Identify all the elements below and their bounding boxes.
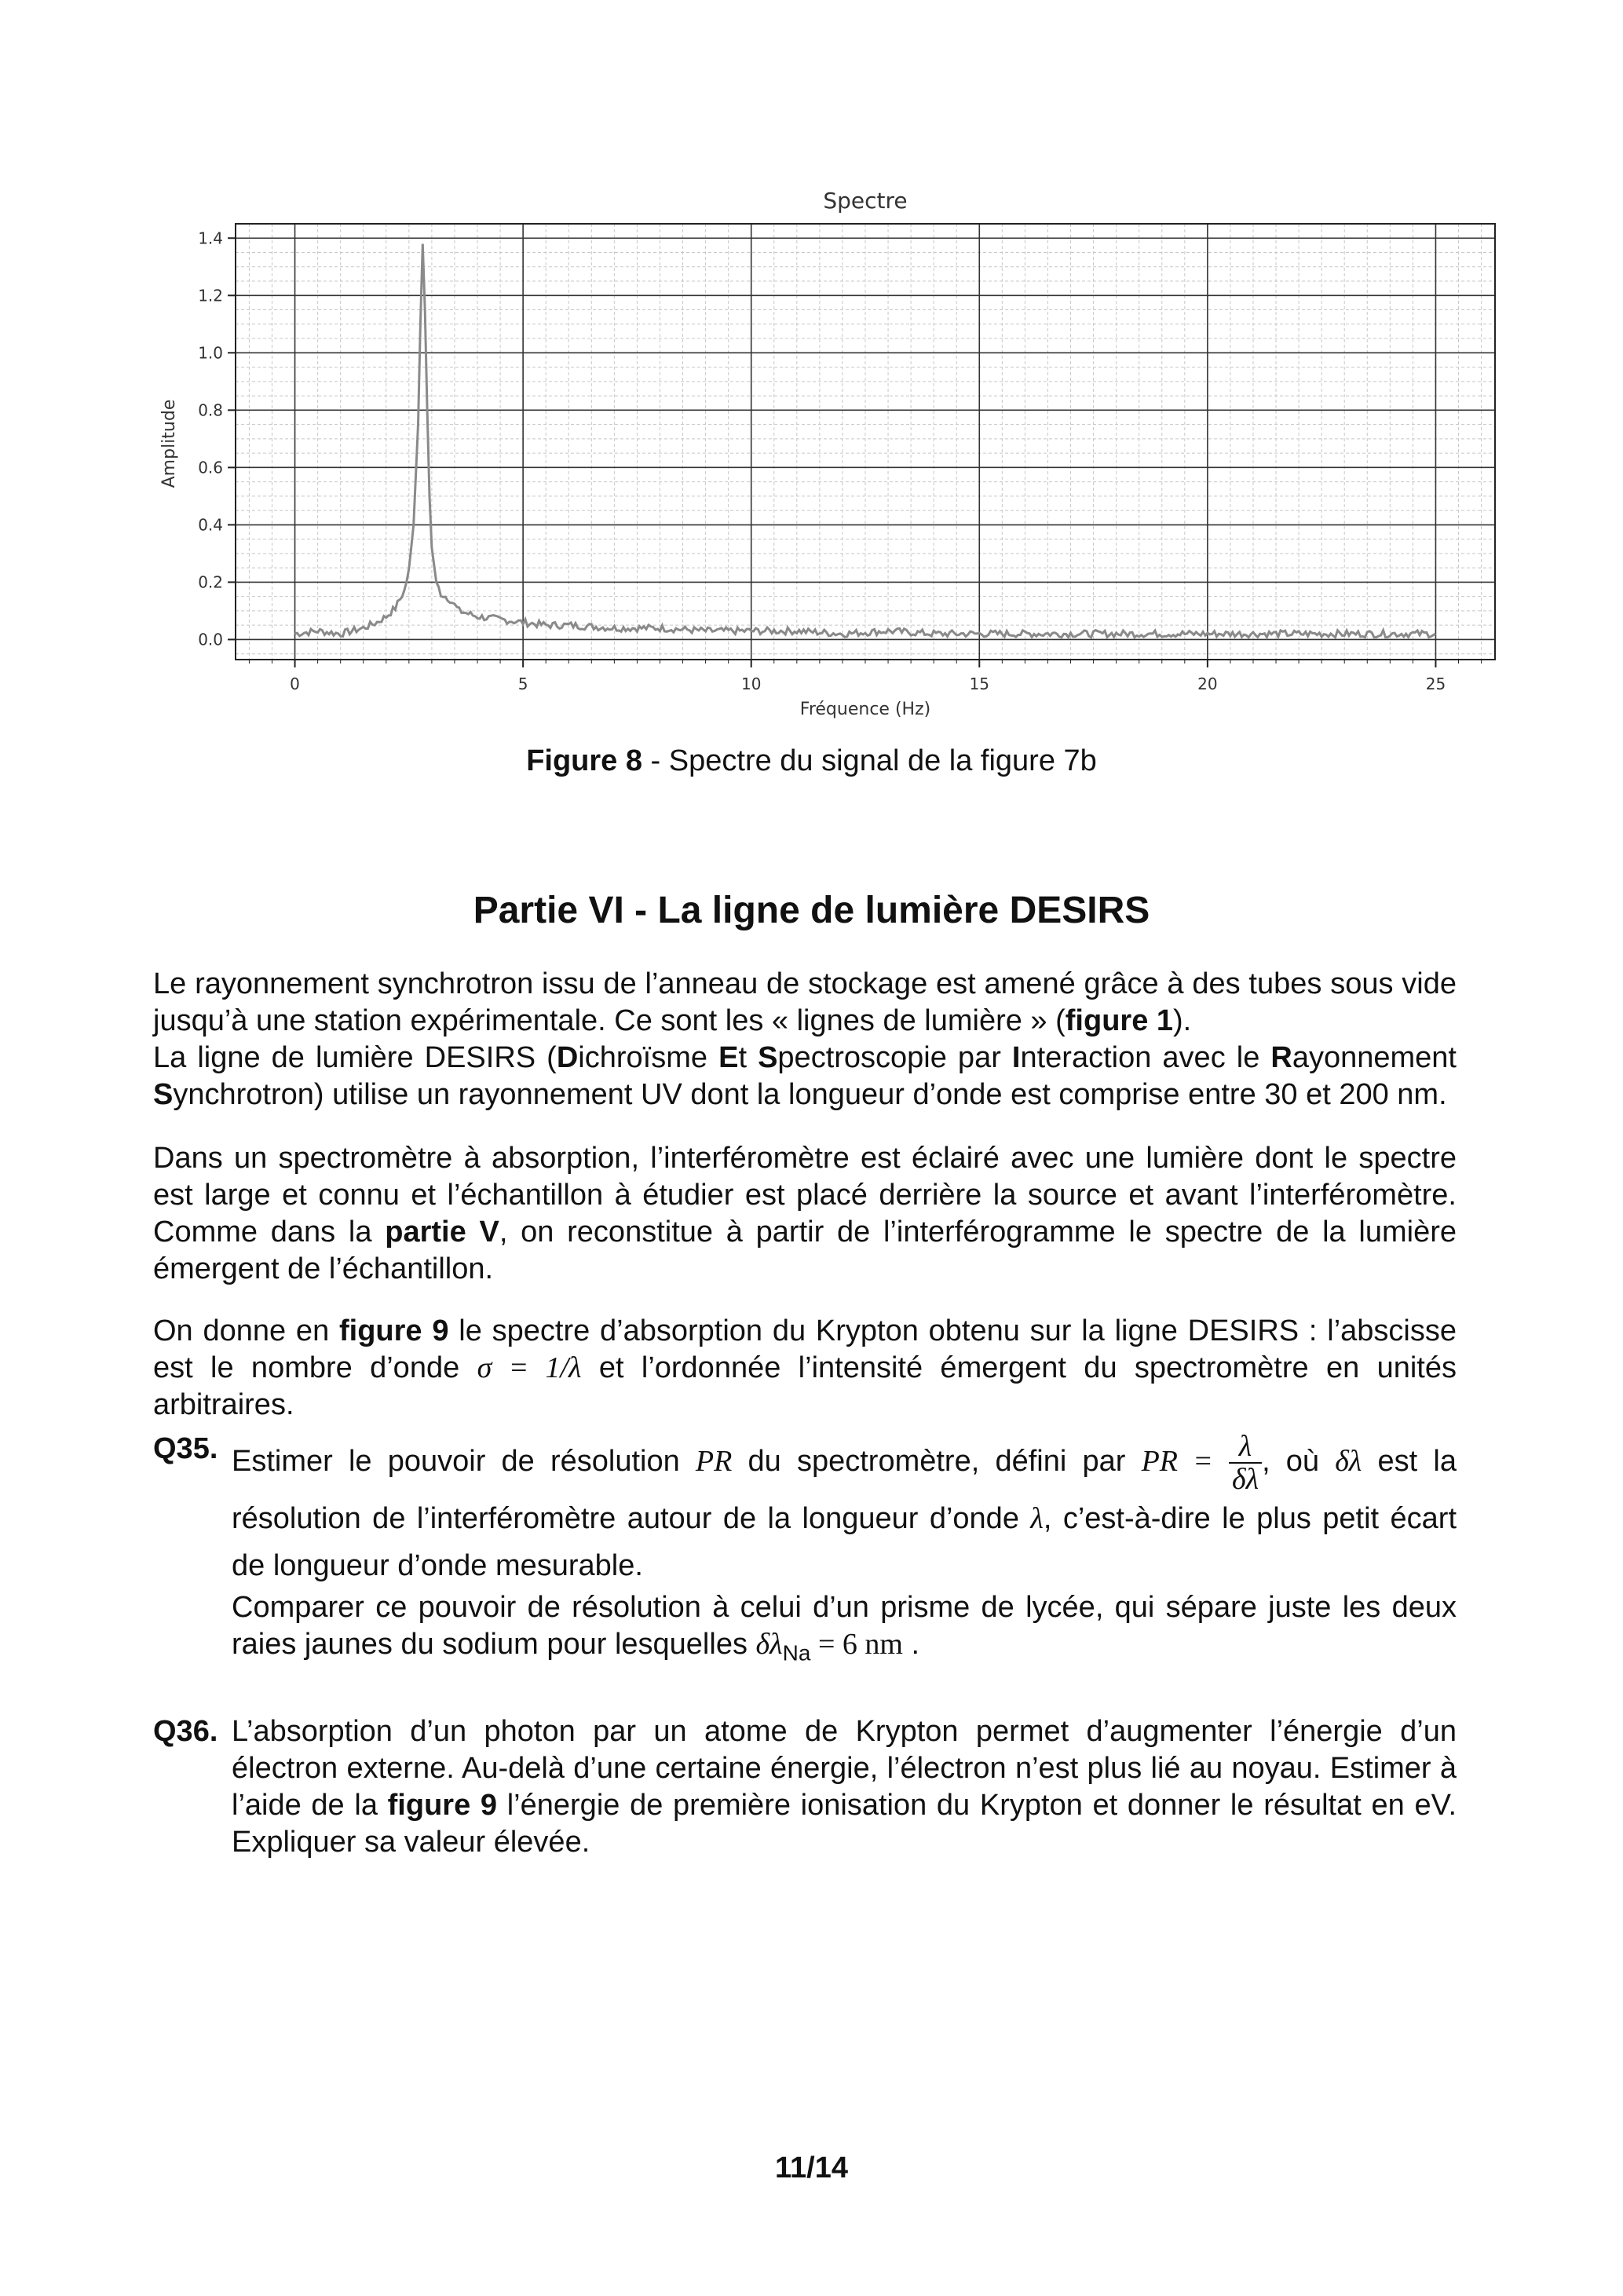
resolution-formula: PR =	[1141, 1445, 1213, 1479]
axis-ticks	[198, 229, 1481, 693]
lambda-fraction: $\frac{\lambda}{\delta\lambda}$	[1229, 1431, 1262, 1495]
paragraph-spectrometer: Dans un spectromètre à absorption, l’interféromètre est éclairé avec une lumière dont le spectre est large et connu et l’échantillon à étudier est placé derrière la source et avant l’interféromètre. Comme dans la partie V, on reconstitue à partir de l’interférogramme le spectre de la lumière émergent de l’échantillon.	[153, 1142, 1457, 1285]
question-36-number: Q36.	[153, 1715, 218, 1748]
page-number: 11/14	[775, 2152, 848, 2184]
y-tick-label: 0.4	[198, 515, 223, 535]
y-tick-label: 1.0	[198, 343, 223, 363]
y-tick-label: 0.8	[198, 400, 223, 420]
x-axis-title: Fréquence (Hz)	[799, 700, 931, 719]
y-axis-title: Amplitude	[159, 399, 179, 488]
figure-caption-text: - Spectre du signal de la figure 7b	[642, 744, 1097, 777]
paragraph-desirs-intro: Le rayonnement synchrotron issu de l’anneau de stockage est amené grâce à des tubes sous vide jusqu’à une station expérimentale. Ce sont les « lignes de lumière » (figure 1). La ligne de lumière DESIRS (Dichroïsme Et Spectroscopie par Interaction avec le Rayonnement Synchrotron) utilise un rayonnement UV dont la longueur d’onde est comprise entre 30 et 200 nm.	[153, 967, 1457, 1111]
spectrum-chart	[149, 177, 1500, 726]
x-tick-label: 25	[1425, 675, 1446, 693]
x-tick-label: 5	[517, 675, 528, 693]
y-tick-label: 0.0	[198, 630, 223, 649]
question-35-text: Estimer le pouvoir de résolution PR du spectromètre, défini par PR = $\frac{\lambda}{\delta\lambda}$ , où δλ est la résolution de l’interféromètre autour de la longueur d’onde λ, c’est-à-dire le plus petit écart de longueur d’onde mesurable. Comparer ce pouvoir de résolution à celui d’un prisme de lycée, qui sépare juste les deux raies jaunes du sodium pour lesquelles $\delta\lambda_{Na} = 6$ nm .	[232, 1430, 1457, 1665]
y-tick-label: 0.6	[198, 458, 223, 477]
question-35-number: Q35.	[153, 1432, 218, 1465]
wavenumber-formula: σ = 1/λ	[477, 1351, 582, 1384]
x-tick-label: 20	[1197, 675, 1218, 693]
x-tick-label: 0	[290, 675, 300, 693]
chart-title: Spectre	[823, 188, 908, 214]
y-tick-label: 1.2	[198, 286, 223, 305]
y-tick-label: 1.4	[198, 229, 223, 248]
figure-caption-label: Figure 8	[526, 744, 642, 777]
x-tick-label: 10	[740, 675, 762, 693]
y-tick-label: 0.2	[198, 572, 223, 592]
figure-caption	[0, 744, 1623, 778]
question-36-text: L’absorption d’un photon par un atome de Krypton permet d’augmenter l’énergie d’un électron externe. Au-delà d’une certaine énergie, l’électron n’est plus lié au noyau. Estimer à l’aide de la figure 9 l’énergie de première ionisation du Krypton et donner le résultat en eV. Expliquer sa valeur élevée.	[232, 1715, 1457, 1859]
section-title: Partie VI - La ligne de lumière DESIRS	[473, 890, 1150, 931]
x-tick-label: 15	[969, 675, 990, 693]
paragraph-figure9: On donne en figure 9 le spectre d’absorption du Krypton obtenu sur la ligne DESIRS : l’abscisse est le nombre d’onde σ = 1/λ et l’ordonnée l’intensité émergent du spectromètre en unités arbitraires.	[153, 1314, 1457, 1421]
